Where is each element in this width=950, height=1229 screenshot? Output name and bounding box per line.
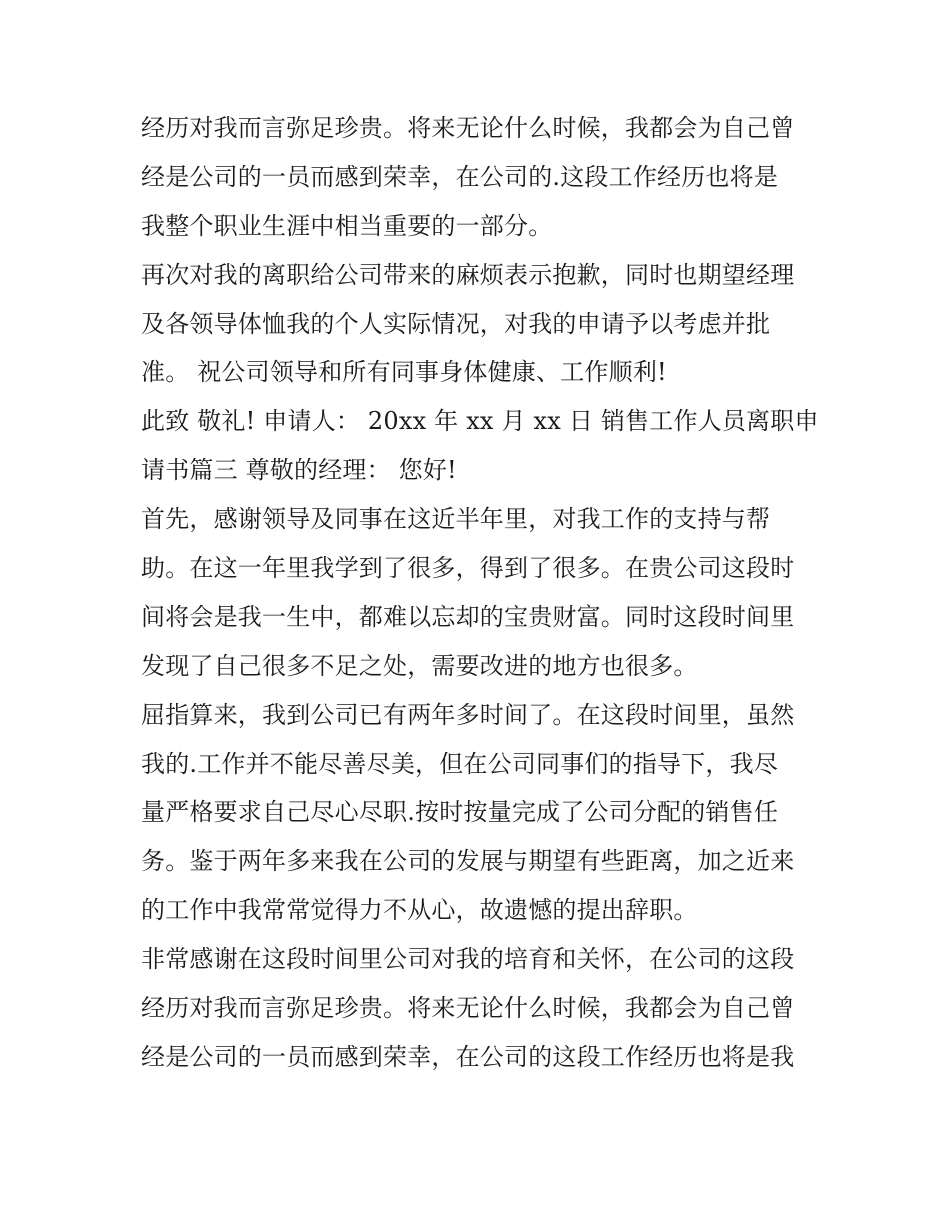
text-line: 我整个职业生涯中相当重要的一部分。 [141, 211, 553, 240]
text-line: 经是公司的一员而感到荣幸，在公司的.这段工作经历也将是 [141, 162, 779, 191]
text-line: 请书篇三 尊敬的经理： 您好! [141, 456, 457, 485]
text-line: 再次对我的离职给公司带来的麻烦表示抱歉，同时也期望经理 [141, 260, 795, 289]
text-line: 发现了自己很多不足之处，需要改进的地方也很多。 [141, 651, 698, 680]
text-line: 助。在这一年里我学到了很多，得到了很多。在贵公司这段时 [141, 554, 795, 583]
text-line: 此致 敬礼! 申请人： 20xx 年 xx 月 xx 日 销售工作人员离职申 [141, 407, 819, 436]
text-line: 经是公司的一员而感到荣幸，在公司的这段工作经历也将是我 [141, 1042, 795, 1071]
text-line: 经历对我而言弥足珍贵。将来无论什么时候，我都会为自己曾 [141, 114, 795, 142]
text-line: 经历对我而言弥足珍贵。将来无论什么时候，我都会为自己曾 [141, 994, 795, 1023]
text-line: 务。鉴于两年多来我在公司的发展与期望有些距离，加之近来 [141, 847, 795, 876]
text-line: 及各领导体恤我的个人实际情况，对我的申请予以考虑并批 [141, 309, 771, 338]
text-line: 首先，感谢领导及同事在这近半年里，对我工作的支持与帮 [141, 505, 771, 534]
text-line: 非常感谢在这段时间里公司对我的培育和关怀，在公司的这段 [141, 945, 795, 974]
text-line: 屈指算来，我到公司已有两年多时间了。在这段时间里，虽然 [141, 700, 795, 729]
document-body [141, 104, 821, 1082]
text-line: 的工作中我常常觉得力不从心，故遗憾的提出辞职。 [141, 896, 698, 925]
text-line: 准。 祝公司领导和所有同事身体健康、工作顺利! [141, 358, 667, 387]
text-line: 间将会是我一生中，都难以忘却的宝贵财富。同时这段时间里 [141, 602, 795, 631]
text-line: 量严格要求自己尽心尽职.按时按量完成了公司分配的销售任 [141, 798, 779, 827]
text-line: 我的.工作并不能尽善尽美，但在公司同事们的指导下，我尽 [141, 749, 779, 778]
